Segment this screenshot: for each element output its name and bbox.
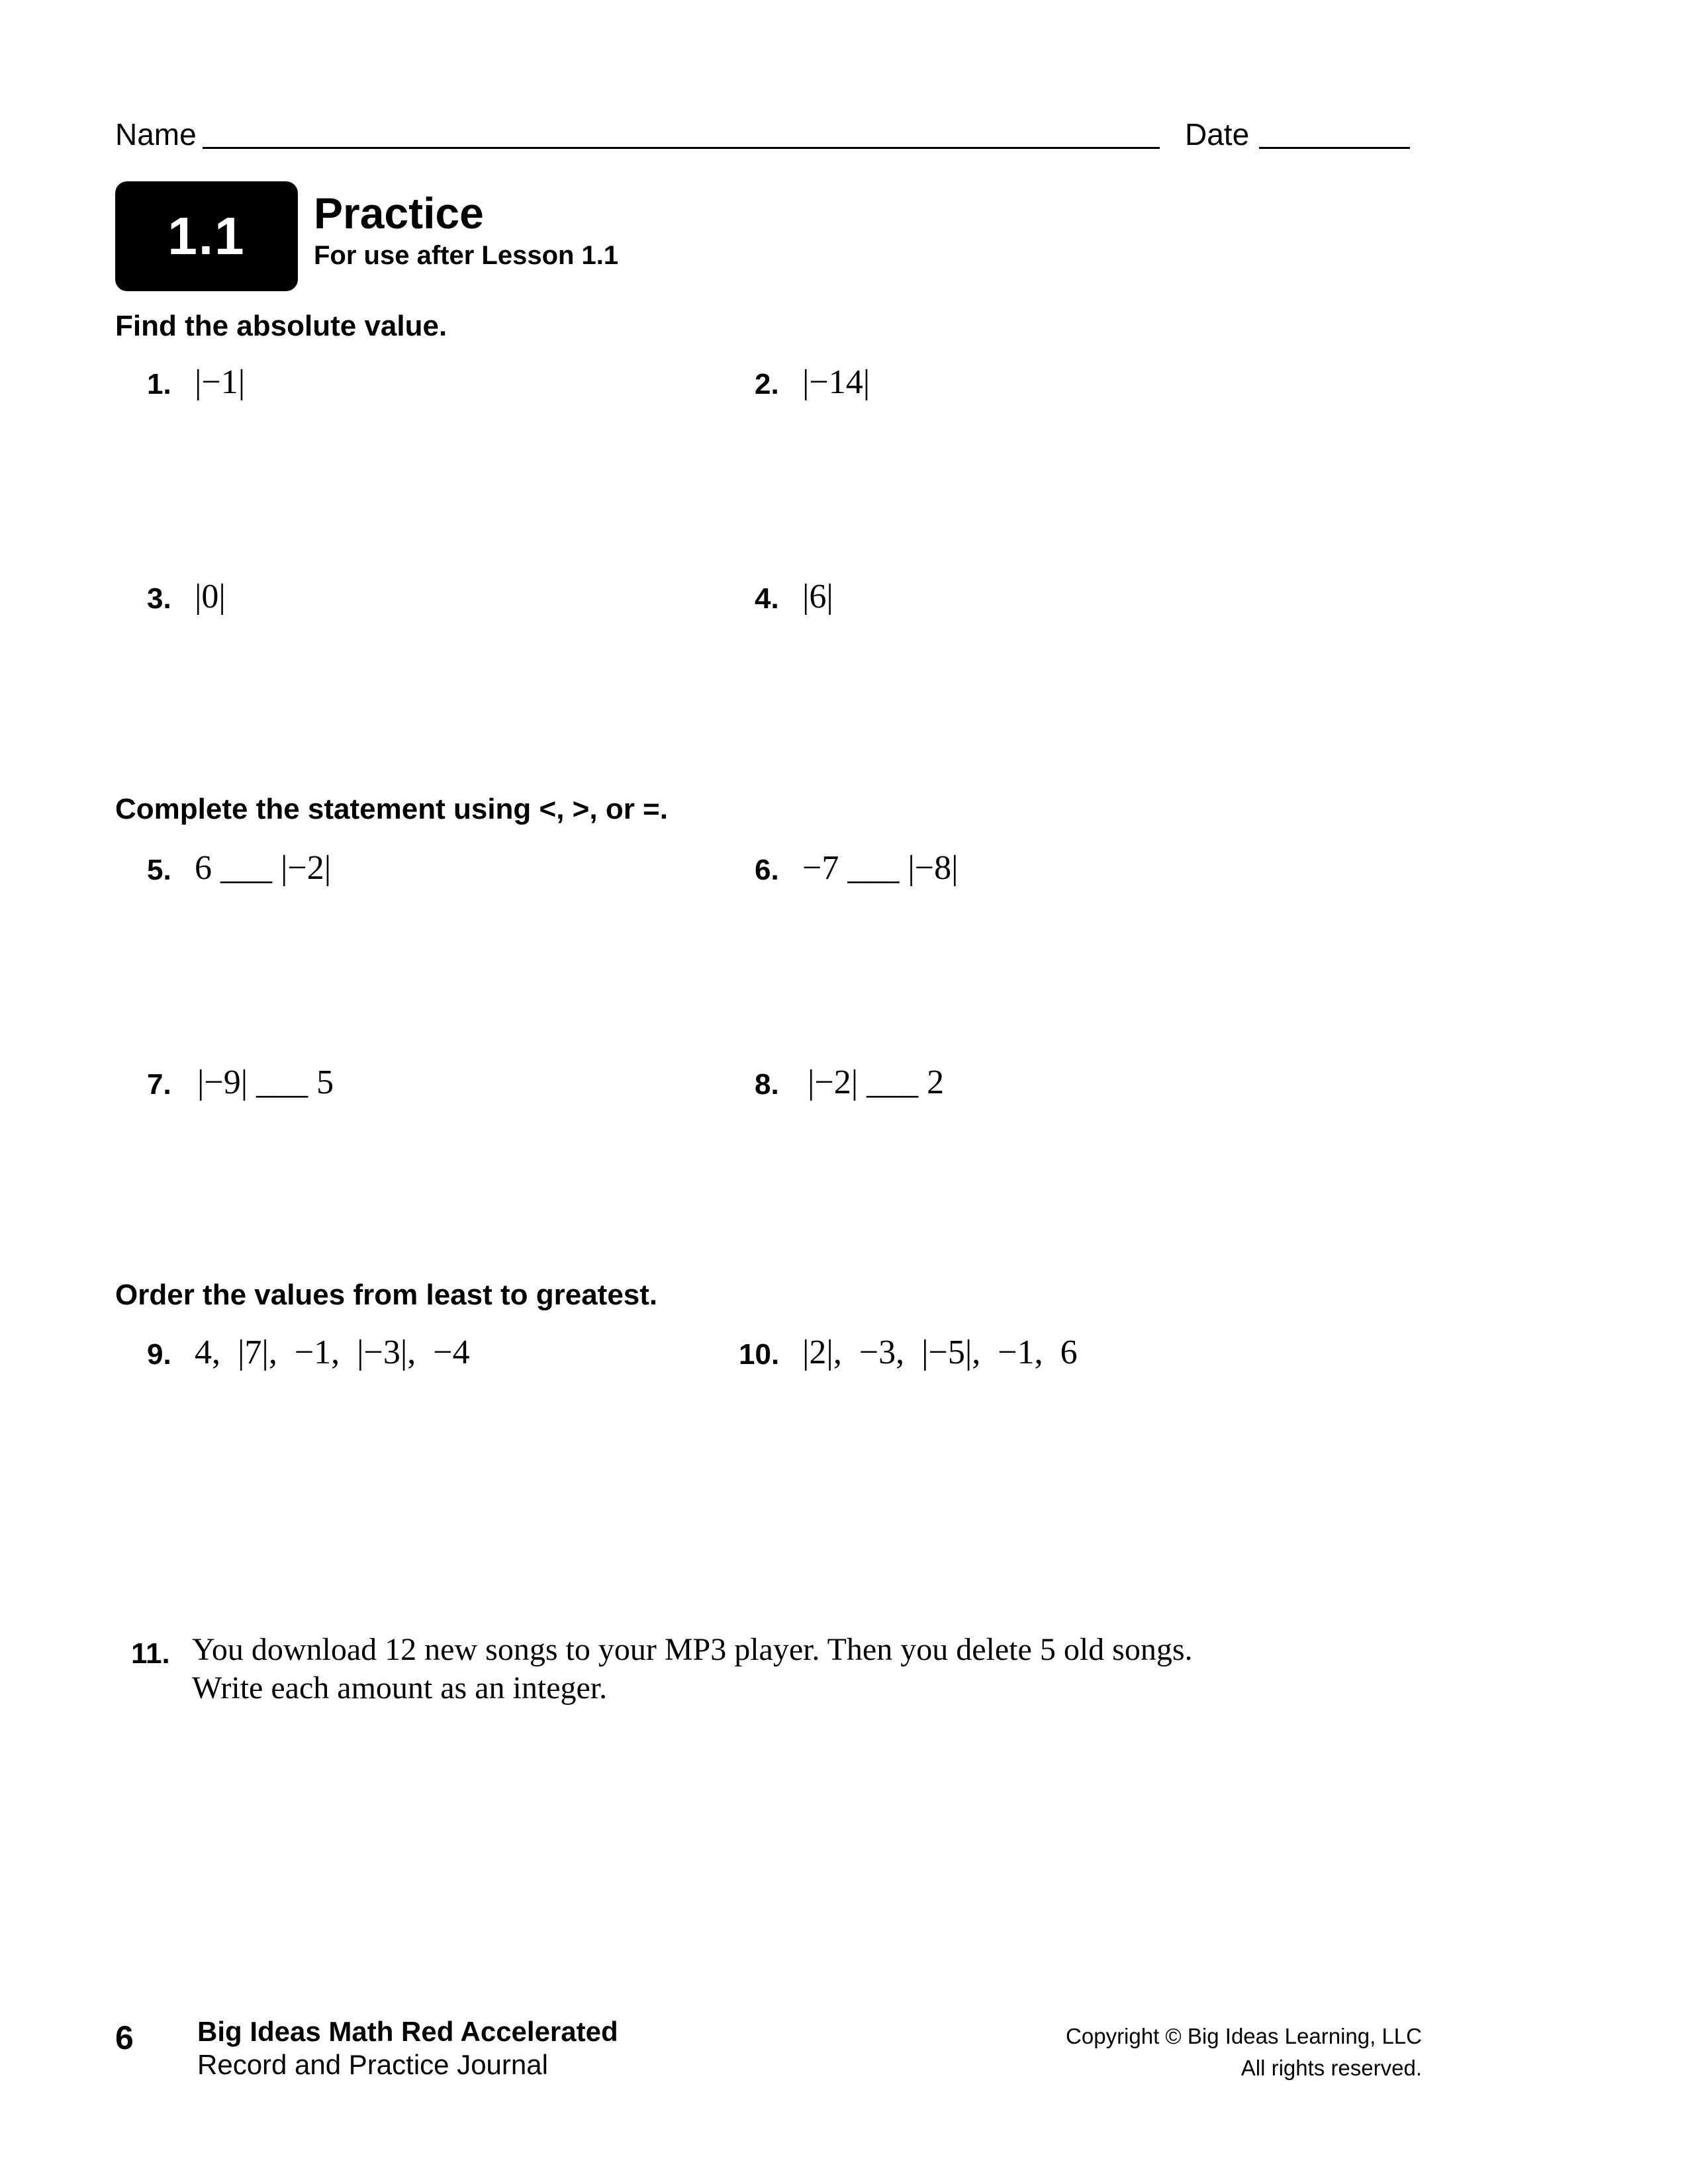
problem-3-expression: |0| [195,578,226,615]
practice-subtitle: For use after Lesson 1.1 [314,241,619,270]
problem-7-expression: |−9| ___ 5 [197,1064,334,1101]
page-number: 6 [115,2019,134,2056]
name-line[interactable] [203,147,1160,149]
problem-2-expression: |−14| [802,363,870,401]
section-order: Order the values from least to greatest. [115,1279,658,1311]
problem-4-expression: |6| [802,578,833,615]
date-label: Date [1185,117,1250,152]
problem-7-number: 7. [147,1068,171,1101]
problem-6-number: 6. [755,854,779,886]
problem-11-text: You download 12 new songs to your MP3 player. Then you delete 5 old songs. Write each amount as an integer. [192,1632,1193,1706]
problem-3-number: 3. [147,582,171,615]
footer-book-title: Big Ideas Math Red Accelerated [197,2016,618,2047]
name-label: Name [115,117,197,152]
practice-title: Practice [314,189,484,238]
problem-10-number: 10. [739,1338,780,1371]
problem-5-expression: 6 ___ |−2| [195,849,332,887]
problem-2-number: 2. [755,368,779,400]
problem-11-number: 11. [131,1637,170,1670]
section-absolute-value: Find the absolute value. [115,310,447,342]
problem-5-number: 5. [147,854,171,886]
date-line[interactable] [1259,147,1410,149]
problem-8-number: 8. [755,1068,779,1101]
lesson-number-badge: 1.1 [115,181,298,291]
problem-1-expression: |−1| [195,363,246,401]
problem-1-number: 1. [147,368,171,400]
problem-6-expression: −7 ___ |−8| [802,849,959,887]
section-compare: Complete the statement using <, >, or =. [115,793,668,825]
problem-8-expression: |−2| ___ 2 [808,1064,945,1101]
problem-9-number: 9. [147,1338,171,1371]
problem-9-expression: 4, |7|, −1, |−3|, −4 [195,1334,470,1371]
problem-4-number: 4. [755,582,779,615]
footer-rights: All rights reserved. [1241,2056,1422,2080]
footer-copyright: Copyright © Big Ideas Learning, LLC [1066,2024,1422,2048]
problem-10-expression: |2|, −3, |−5|, −1, 6 [802,1334,1078,1371]
footer-book-subtitle: Record and Practice Journal [197,2049,548,2080]
